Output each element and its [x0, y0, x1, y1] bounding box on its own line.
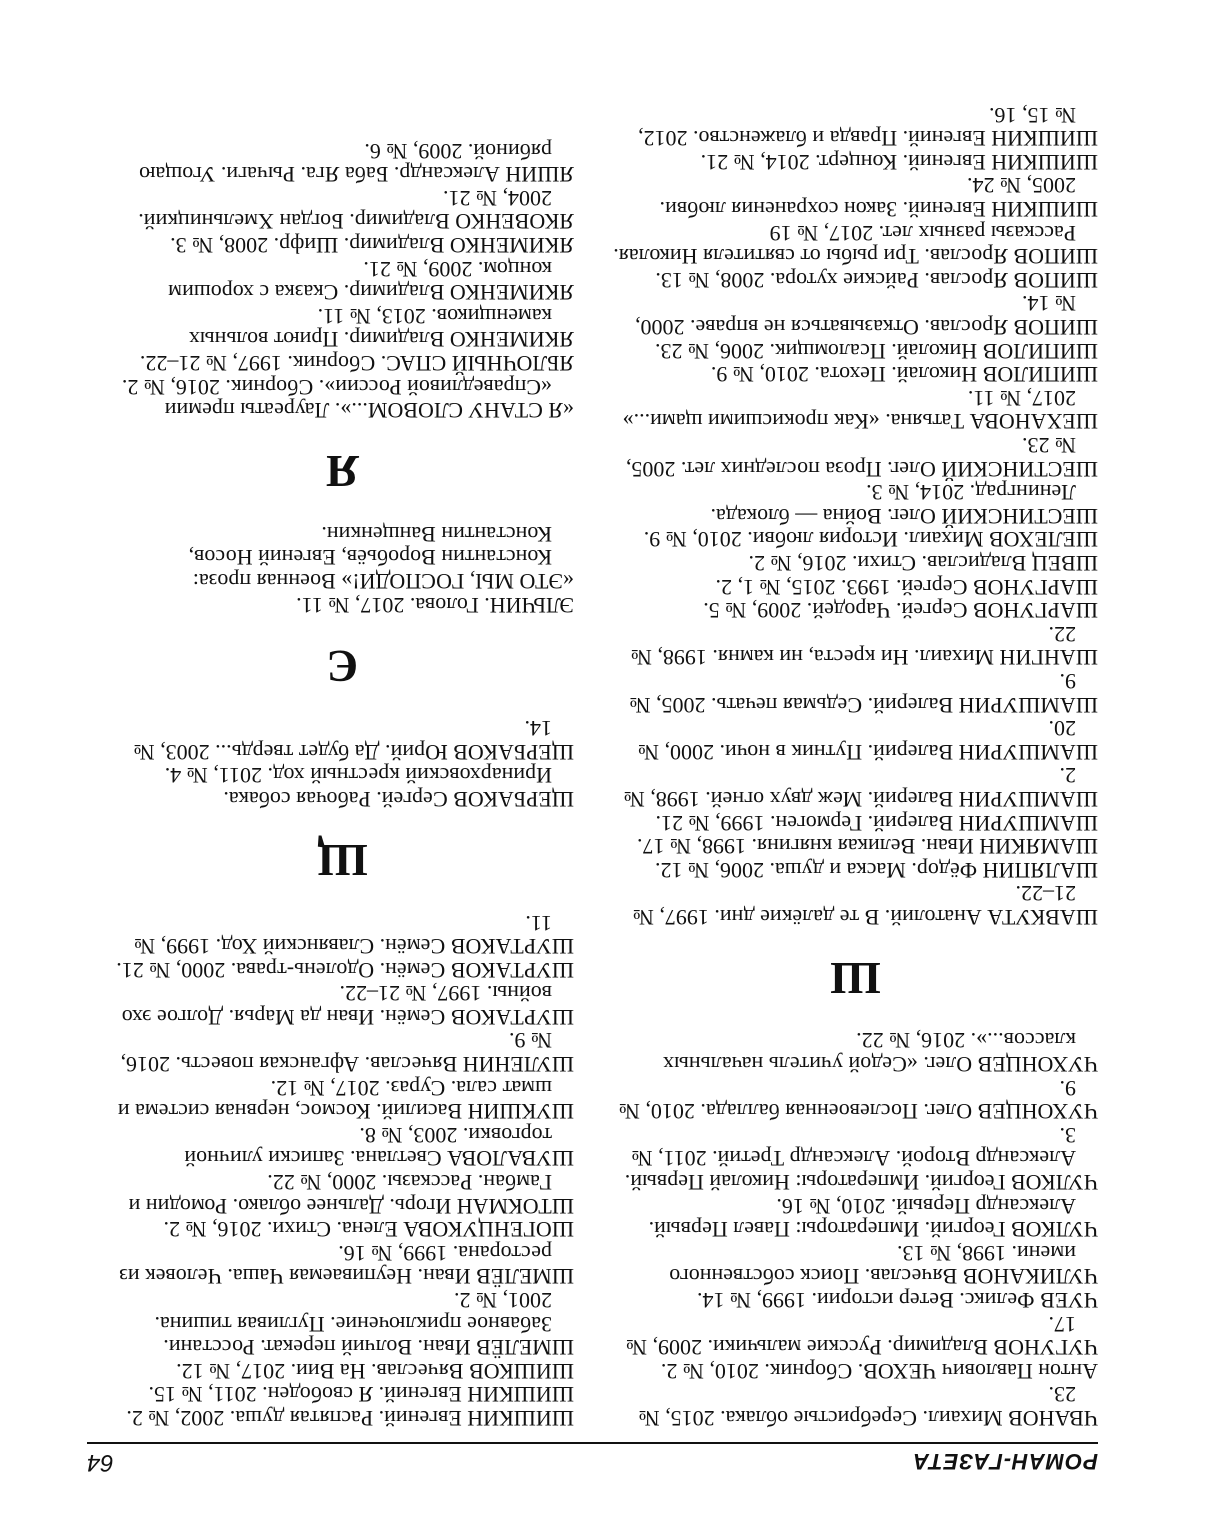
index-entry: ШУВАЛОВА Светлана. Записки уличной торговки. 2003, № 8.: [184, 1122, 574, 1172]
section-letter: Я: [325, 446, 360, 498]
index-entry: ШИШКИН Евгений. Концерт. 2014, № 21.: [700, 149, 1098, 175]
index-entry: ЯШИН Александр. Баба Яга. Рычаги. Угощаю рябиной. 2009, № 6.: [139, 138, 574, 188]
index-entry: ШАМШУРИН Валерий. Путник в ночи. 2000, № 20.: [637, 716, 1098, 765]
index-entry: ШАРГУНОВ Сергей. 1993. 2015, № 1, 2.: [715, 574, 1098, 600]
index-entry: Антон Павлович ЧЕХОВ. Сборник. 2010, № 2.: [660, 1358, 1098, 1384]
index-entry: ШАМШУРИН Валерий. Седьмая печать. 2005, № 9.: [629, 668, 1098, 718]
index-entry: ШУЛЕНИН Вячеслав. Афганская повесть. 2016, № 9.: [120, 1028, 574, 1078]
index-entry: ЧУЛИКАНОВ Вячеслав. Поиск собственного имени. 1998, № 13.: [669, 1240, 1098, 1290]
index-entry: «ЭТО МЫ, ГОСПОДИ!» Военная проза: Константин Воробьёв, Евгений Носов, Константин Ванщенкин.: [188, 521, 574, 594]
index-entry: ЧВАНОВ Михаил. Серебристые облака. 2015, № 23.: [638, 1382, 1098, 1431]
index-entry: ШИШКИН Евгений. Я свободен. 2011, № 15.: [148, 1382, 574, 1408]
index-entry: ЯКИМЕНКО Владимир. Приют вольных каменщиков. 2013, № 11.: [188, 303, 574, 353]
index-entry: ШЕХАНОВА Татьяна. «Как прокисшими щами...» 2017, № 11.: [622, 385, 1098, 435]
index-entry: ШИПОВ Ярослав. Райские хутора. 2008, № 13.: [655, 267, 1098, 293]
index-entry: ШАМШУРИН Валерий. Гермоген. 1999, № 21.: [655, 810, 1098, 836]
index-entry: ШЕСТИНСКИЙ Олег. Война — блокада. Ленинград. 2014, № 3.: [710, 480, 1098, 529]
index-entry: ЯКОВЕНКО Владимир. Богдан Хмельницкий. 2004, № 21.: [138, 185, 574, 235]
magazine-title: РОМАН-ГАЗЕТА: [912, 1449, 1098, 1474]
right-column: [111, 139, 574, 1430]
index-entry: ЧУЛКОВ Георгий. Императоры: Николай Первый. Александр Второй. Александр Третий. 2011, № 3.: [624, 1122, 1098, 1196]
index-entry: ШАВКУТА Анатолий. В те далёкие дни. 1997, № 21–22.: [632, 881, 1098, 930]
index-entry: ЩЕРБАКОВ Сергей. Рабочая собака. Иринарховский крестный ход. 2011, № 4.: [164, 763, 574, 812]
index-entry: ШИПИЛОВ Николай. Пехота. 2010, № 9.: [710, 362, 1098, 388]
index-entry: ШТОКМАН Игорь. Дальнее облако. Ромодин и Гамбан. Рассказы. 2000, № 22.: [128, 1170, 574, 1219]
index-entry: ШАНГИН Михаил. Ни креста, ни камня. 1998, № 22.: [630, 621, 1098, 671]
index-entry: ШМЕЛЁВ Иван. Волчий перекат. Росстани. Забавное приключение. Пугливая тишина. 2001, № 2.: [154, 1288, 574, 1361]
index-entry: ЯКИМЕНКО Владимир. Сказка с хорошим концом. 2009, № 21.: [168, 256, 574, 306]
left-column: [613, 103, 1098, 1430]
index-entry: ЯКИМЕНКО Владимир. Шифр. 2008, № 3.: [170, 233, 574, 259]
section-letter: Щ: [317, 834, 368, 886]
index-entry: ЧУЕВ Феликс. Ветер истории. 1999, № 14.: [696, 1288, 1098, 1314]
index-entry: ШМЕЛЁВ Иван. Неупиваемая Чаша. Человек из ресторана. 1999, № 16.: [119, 1240, 574, 1290]
index-entry: ШУРТАКОВ Семён. Одолень-трава. 2000, № 21.: [116, 957, 574, 983]
index-entry: ШВЕЦ Владислав. Стихи. 2016, № 2.: [748, 551, 1098, 576]
index-entry: ЧУГУНОВ Владимир. Русские мальчики. 2009, № 17.: [625, 1311, 1098, 1361]
index-entry: ШИПИЛОВ Николай. Псаломщик. 2006, № 23.: [654, 338, 1098, 364]
index-entry: ШИПОВ Ярослав. Отказываться не вправе. 2000, № 14.: [634, 291, 1098, 341]
page-number: 64: [87, 1449, 114, 1476]
index-entry: ЧУХОНЦЕВ Олег. Послевоенная баллада. 2010, № 9.: [618, 1075, 1098, 1125]
index-entry: ШОГЕНЦУКОВА Елена. Стихи. 2016, № 2.: [163, 1217, 574, 1243]
index-entry: ЭЛЬЧИН. Голова. 2017, № 11.: [296, 592, 574, 618]
index-entry: ШАРГУНОВ Сергей. Чародей. 2009, № 5.: [703, 598, 1098, 624]
section-letter: Є: [326, 640, 359, 692]
index-entry: ЯБЛОЧНЫЙ СПАС. Сборник. 1997, № 21–22.: [139, 351, 574, 376]
index-entry: ШИШКОВ Вячеслав. На Вии. 2017, № 12.: [176, 1358, 574, 1384]
index-entry: ШАМЯКИН Иван. Великая княгиня. 1998, № 17.: [637, 834, 1098, 860]
index-entry: ШУРТАКОВ Семён. Славянский Ход. 1999, № 11.: [134, 910, 574, 960]
index-entry: ШИШКИН Евгений. Закон сохранения любви. 2005, № 24.: [659, 173, 1098, 223]
index-entry: ШУКШИН Василий. Космос, нервная система и шмат сала. Сураз. 2017, № 12.: [117, 1075, 574, 1125]
index-entry: ШЕЛЕХОВ Михаил. История любви. 2010, № 9.: [643, 527, 1098, 553]
index-entry: ШИШКИН Евгений. Правда и блаженство. 2012, № 15, 16.: [637, 102, 1098, 152]
section-letter: Ш: [830, 952, 881, 1004]
index-entry: ШЕСТИНСКИЙ Олег. Проза последних лет. 2005, № 23.: [625, 433, 1098, 482]
index-entry: ЧУХОНЦЕВ Олег. «Седой учитель начальных классов...». 2016, № 22.: [663, 1028, 1098, 1078]
index-entry: ЩЕРБАКОВ Юрий. Да будет твердь... 2003, № 14.: [133, 716, 574, 765]
index-entry: ЧУЛКОВ Георгий. Императоры: Павел Первый. Александр Первый. 2010, № 16.: [648, 1193, 1098, 1243]
index-entry: ШАЛЯПИН Фёдор. Маска и душа. 2006, № 12.: [654, 857, 1098, 883]
index-entry: ШИШКИН Евгений. Распятая душа. 2002, № 2.: [126, 1406, 574, 1431]
index-entry: «Я СТАНУ СЛОВОМ...». Лауреаты премии «Справедливой России». Сборник. 2016, № 2.: [121, 374, 574, 424]
index-entry: ШАМШУРИН Валерий. Меж двух огней. 1998, № 2.: [623, 763, 1098, 812]
index-entry: ШУРТАКОВ Семён. Иван да Марья. Долгое эхо войны. 1997, № 21–22.: [121, 981, 574, 1030]
index-entry: ШИПОВ Ярослав. Три рыбы от святителя Николая. Рассказы разных лет. 2017, № 19: [613, 220, 1098, 270]
running-header: [87, 1442, 1098, 1482]
